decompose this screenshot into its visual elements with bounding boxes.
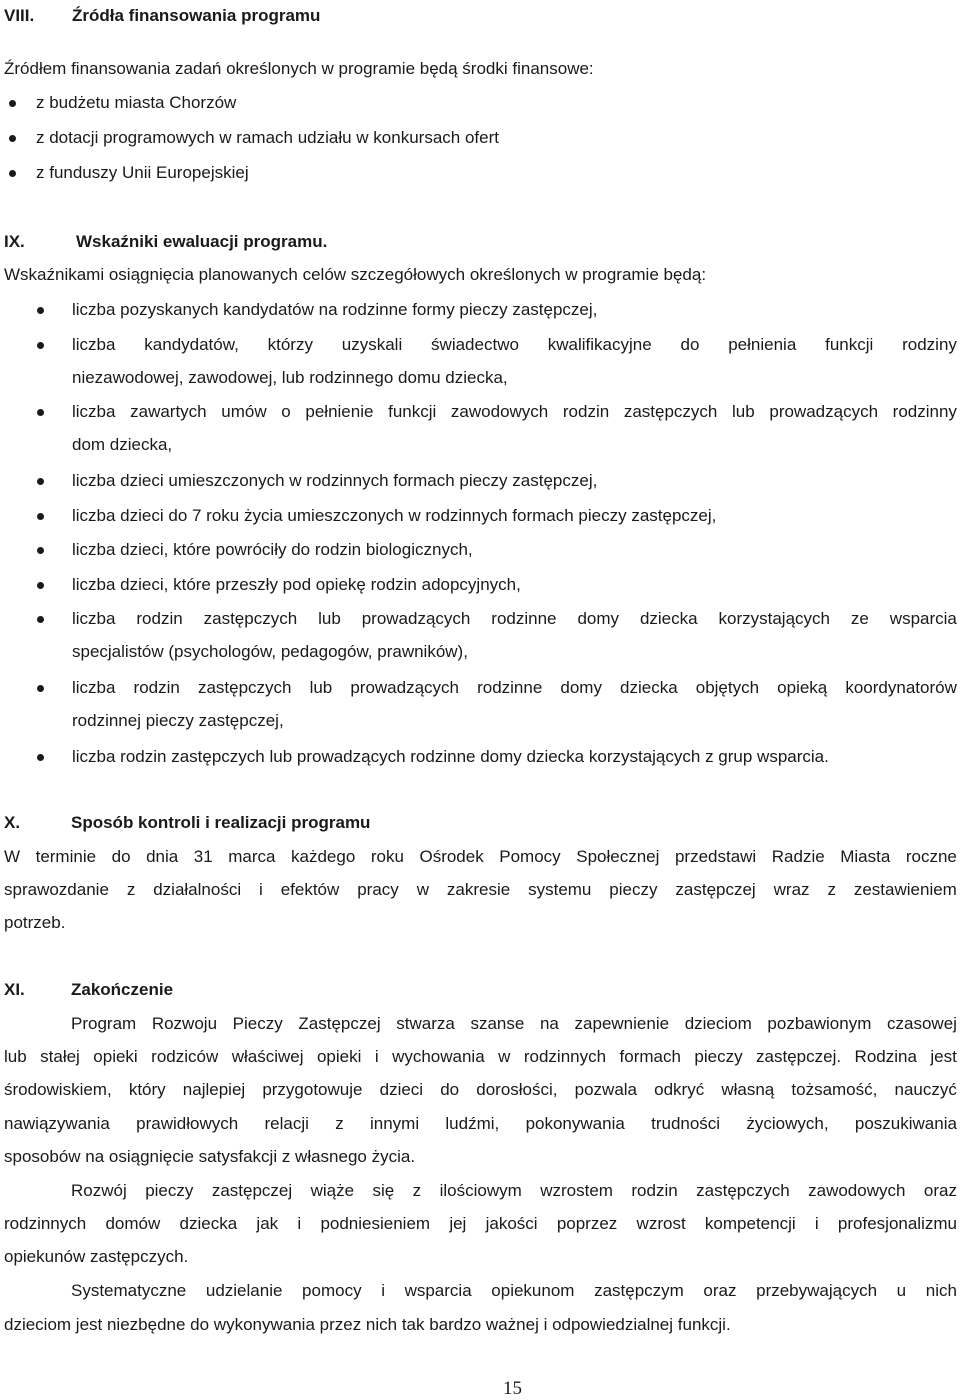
- indicator-item-line: liczba rodzin zastępczych lub prowadzących rodzinne domy dziecka korzystających ze wsparcia: [72, 609, 957, 628]
- control-text-line: W terminie do dnia 31 marca każdego roku Ośrodek Pomocy Społecznej przedstawi Radzie Miasta roczne: [4, 847, 957, 866]
- bullet-icon: [37, 754, 44, 761]
- bullet-icon: [9, 100, 16, 107]
- indicator-item-line: liczba dzieci do 7 roku życia umieszczonych w rodzinnych formach pieczy zastępczej,: [72, 506, 717, 525]
- closing-paragraph-line: opiekunów zastępczych.: [4, 1247, 189, 1266]
- closing-paragraph-line: Program Rozwoju Pieczy Zastępczej stwarza szanse na zapewnienie dzieciom pozbawionym czasowej: [71, 1014, 957, 1033]
- bullet-icon: [37, 685, 44, 692]
- section-x-title: Sposób kontroli i realizacji programu: [71, 813, 371, 832]
- indicator-item-line: liczba rodzin zastępczych lub prowadzących rodzinne domy dziecka objętych opieką koordynatorów: [72, 678, 957, 697]
- bullet-icon: [37, 409, 44, 416]
- section-ix-title: Wskaźniki ewaluacji programu.: [76, 232, 328, 251]
- funding-source-item: z dotacji programowych w ramach udziału w konkursach ofert: [36, 128, 499, 147]
- section-viii-title: Źródła finansowania programu: [72, 6, 321, 25]
- bullet-icon: [9, 170, 16, 177]
- bullet-icon: [37, 513, 44, 520]
- indicator-item-line: liczba kandydatów, którzy uzyskali świadectwo kwalifikacyjne do pełnienia funkcji rodziny: [72, 335, 957, 354]
- bullet-icon: [37, 342, 44, 349]
- indicator-item-line: specjalistów (psychologów, pedagogów, prawników),: [72, 642, 468, 661]
- bullet-icon: [37, 616, 44, 623]
- indicator-item-line: niezawodowej, zawodowej, lub rodzinnego domu dziecka,: [72, 368, 508, 387]
- indicator-item-line: liczba zawartych umów o pełnienie funkcji zawodowych rodzin zastępczych lub prowadzących rodzinny: [72, 402, 957, 421]
- section-xi-title: Zakończenie: [71, 980, 174, 999]
- bullet-icon: [37, 307, 44, 314]
- indicator-item-line: liczba rodzin zastępczych lub prowadzących rodzinne domy dziecka korzystających z grup wsparcia.: [72, 747, 829, 766]
- section-viii-number: VIII.: [4, 6, 35, 25]
- indicator-item-line: rodzinnej pieczy zastępczej,: [72, 711, 284, 730]
- closing-paragraph-line: Rozwój pieczy zastępczej wiąże się z ilościowym wzrostem rodzin zastępczych zawodowych oraz: [71, 1181, 957, 1200]
- closing-paragraph-line: środowiskiem, który najlepiej przygotowuje dzieci do dorosłości, pozwala odkryć własną tożsamość, nauczyć: [4, 1080, 957, 1099]
- bullet-icon: [9, 135, 16, 142]
- closing-paragraph-line: rodzinnych domów dziecka jak i podniesieniem jej jakości poprzez wzrost kompetencji i profesjonalizmu: [4, 1214, 957, 1233]
- indicator-item-line: dom dziecka,: [72, 435, 173, 454]
- section-ix-number: IX.: [4, 232, 25, 251]
- indicator-item-line: liczba dzieci umieszczonych w rodzinnych formach pieczy zastępczej,: [72, 471, 598, 490]
- bullet-icon: [37, 547, 44, 554]
- page-number: 15: [503, 1378, 522, 1399]
- funding-source-item: z budżetu miasta Chorzów: [36, 93, 237, 112]
- section-ix-intro: Wskaźnikami osiągnięcia planowanych celów szczegółowych określonych w programie będą:: [4, 265, 707, 284]
- closing-paragraph-line: lub stałej opieki rodziców właściwej opieki i wychowania w rodzinnych formach pieczy zastępczej. Rodzina jest: [4, 1047, 957, 1066]
- closing-paragraph-line: dzieciom jest niezbędne do wykonywania przez nich tak bardzo ważnej i odpowiedzialnej funkcji.: [4, 1315, 731, 1334]
- control-text-line: potrzeb.: [4, 913, 66, 932]
- closing-paragraph-line: nawiązywania prawidłowych relacji z innymi ludźmi, pokonywania trudności życiowych, poszukiwania: [4, 1114, 957, 1133]
- indicator-item-line: liczba pozyskanych kandydatów na rodzinne formy pieczy zastępczej,: [72, 300, 598, 319]
- indicator-item-line: liczba dzieci, które powróciły do rodzin biologicznych,: [72, 540, 473, 559]
- section-xi-number: XI.: [4, 980, 25, 999]
- closing-paragraph-line: sposobów na osiągnięcie satysfakcji z własnego życia.: [4, 1147, 416, 1166]
- control-text-line: sprawozdanie z działalności i efektów pracy w zakresie systemu pieczy zastępczej wraz z zestawieniem: [4, 880, 957, 899]
- section-viii-intro: Źródłem finansowania zadań określonych w programie będą środki finansowe:: [4, 59, 594, 78]
- closing-paragraph-line: Systematyczne udzielanie pomocy i wsparcia opiekunom zastępczym oraz przebywających u nich: [71, 1281, 957, 1300]
- bullet-icon: [37, 478, 44, 485]
- funding-source-item: z funduszy Unii Europejskiej: [36, 163, 249, 182]
- bullet-icon: [37, 582, 44, 589]
- indicator-item-line: liczba dzieci, które przeszły pod opiekę rodzin adopcyjnych,: [72, 575, 521, 594]
- section-x-number: X.: [4, 813, 21, 832]
